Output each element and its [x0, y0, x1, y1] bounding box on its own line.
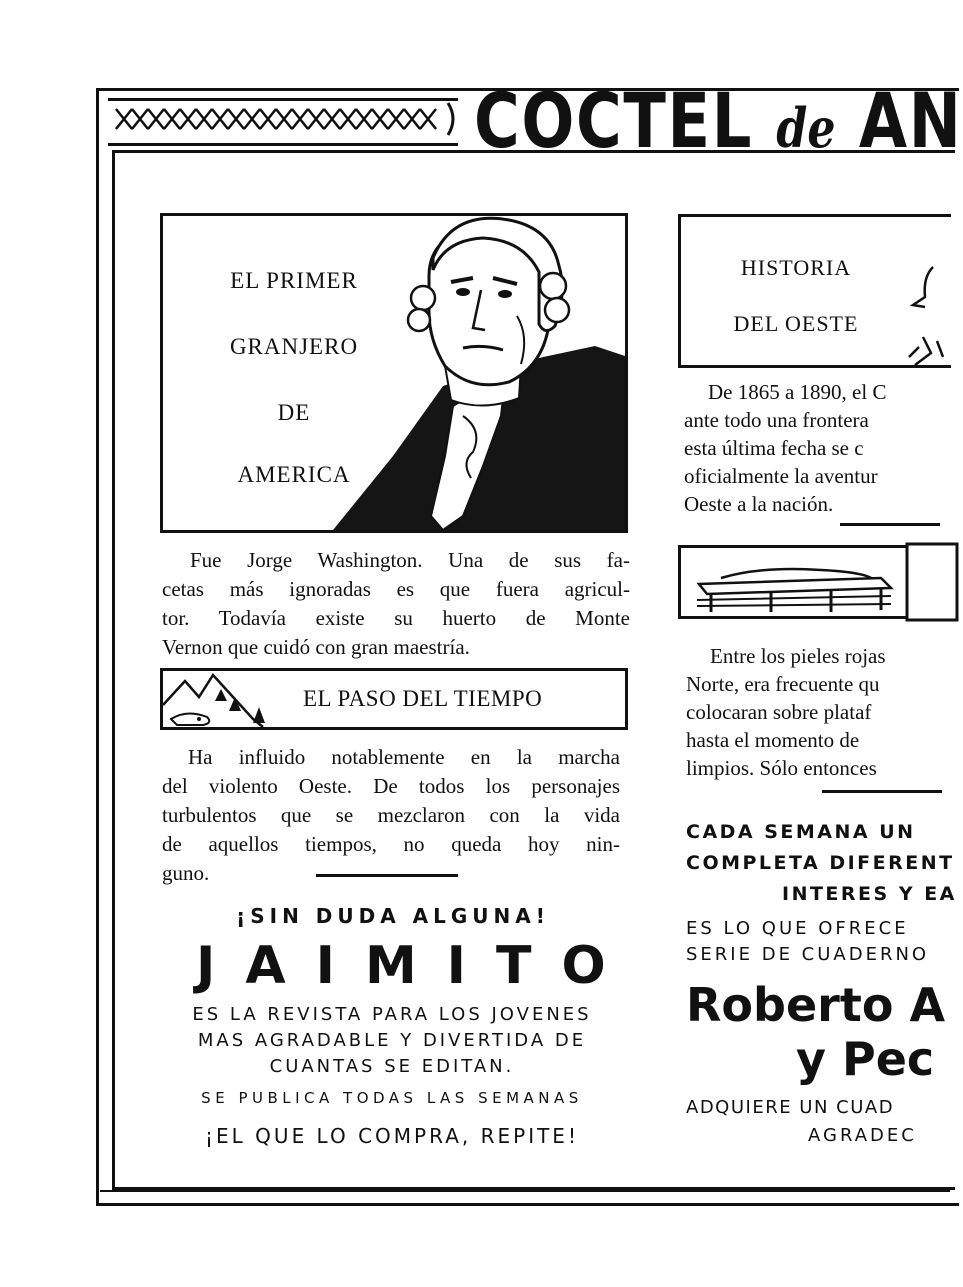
- ad-roberto-top: [686, 817, 957, 910]
- ad-roberto-line: ES LO QUE OFRECE: [686, 918, 909, 939]
- paso-del-tiempo-box: [160, 668, 628, 730]
- ad-roberto-title-line: y Pec: [796, 1032, 935, 1086]
- paragraph-line: guno.: [162, 861, 210, 885]
- paragraph-line: Fue Jorge Washington. Una de sus fa-: [190, 548, 630, 572]
- mountain-landscape-illustration: [163, 671, 283, 727]
- page-bottom-rule: [100, 1190, 950, 1192]
- paragraph-line: oficialmente la aventur: [684, 464, 878, 488]
- paragraph-line: Norte, era frecuente qu: [686, 672, 880, 696]
- paragraph-line: colocaran sobre plataf: [686, 700, 872, 724]
- title-main: COCTEL: [474, 76, 754, 165]
- title-connector: de: [776, 96, 836, 160]
- paragraph-line: Ha influido notablemente en la marcha: [188, 745, 620, 769]
- ad-roberto-line: AGRADEC: [808, 1125, 917, 1146]
- paragraph-line: tor. Todavía existe su huerto de Monte: [162, 606, 630, 630]
- title-end: AN: [858, 76, 963, 165]
- paragraph-line: cetas más ignoradas es que fuera agricul-: [162, 577, 630, 601]
- paragraph-line: limpios. Sólo entonces: [686, 756, 877, 780]
- paragraph-line: hasta el momento de: [686, 728, 860, 752]
- ad-roberto-line: COMPLETA DIFERENT: [686, 852, 955, 874]
- feature1-heading-line: DE: [277, 400, 311, 425]
- ad-jaimito-title: JAIMITO: [196, 936, 636, 996]
- paragraph-line: de aquellos tiempos, no queda hoy nin-: [162, 832, 620, 856]
- ad-roberto-title: [686, 978, 945, 1086]
- paragraph-line: De 1865 a 1890, el C: [708, 380, 887, 404]
- ad-description-line: MAS AGRADABLE Y DIVERTIDA DE: [197, 1030, 587, 1051]
- section-divider: [316, 874, 458, 877]
- paragraph-line: esta última fecha se c: [684, 436, 864, 460]
- paragraph-line: Vernon que cuidó con gran maestría.: [162, 635, 470, 659]
- paragraph-line: Entre los pieles rojas: [710, 644, 886, 668]
- decorative-chain-border: [108, 98, 458, 146]
- ad-description-line: ES LA REVISTA PARA LOS JOVENES: [192, 1004, 592, 1025]
- section-divider: [822, 790, 942, 793]
- ad-roberto-bottom: [686, 1094, 917, 1150]
- ad-slogan: ¡EL QUE LO COMPRA, REPITE!: [205, 1124, 579, 1148]
- ad-description: [160, 1002, 624, 1080]
- feature2-heading: EL PASO DEL TIEMPO: [303, 686, 543, 711]
- ad-roberto-line: CADA SEMANA UN: [686, 821, 916, 843]
- ad-exclaim: ¡SIN DUDA ALGUNA!: [236, 904, 550, 928]
- feature1-heading-line: AMERICA: [237, 462, 351, 487]
- ad-frequency: SE PUBLICA TODAS LAS SEMANAS: [201, 1089, 583, 1107]
- ad-roberto-line: SERIE DE CUADERNO: [686, 944, 930, 965]
- ad-roberto-line: INTERES Y EA: [782, 883, 957, 905]
- western-rider-illustration: [903, 247, 951, 365]
- feature1-heading-line: GRANJERO: [229, 334, 359, 359]
- washington-paragraph: [162, 546, 630, 662]
- feature1-heading-line: EL PRIMER: [230, 268, 358, 293]
- burial-platform-box: [678, 545, 951, 619]
- paragraph-line: ante todo una frontera: [684, 408, 869, 432]
- historia-oeste-paragraph: [684, 378, 886, 518]
- page-title: [474, 76, 963, 165]
- paragraph-line: Oeste a la nación.: [684, 492, 834, 516]
- pieles-rojas-paragraph: [686, 642, 886, 782]
- ad-description-line: CUANTAS SE EDITAN.: [269, 1056, 515, 1077]
- section-divider: [840, 523, 940, 526]
- paso-del-tiempo-paragraph: [162, 743, 620, 888]
- burial-platform-illustration: [681, 548, 951, 616]
- paragraph-line: del violento Oeste. De todos los personajes: [162, 774, 620, 798]
- ad-roberto-line: ADQUIERE UN CUAD: [686, 1097, 895, 1118]
- historia-oeste-box: [678, 214, 951, 368]
- ad-roberto-mid: [686, 916, 929, 968]
- paragraph-line: turbulentos que se mezclaron con la vida: [162, 803, 620, 827]
- feature3-heading-line: DEL OESTE: [733, 311, 859, 336]
- washington-portrait-illustration: [333, 216, 625, 530]
- ad-roberto-title-line: Roberto A: [686, 978, 946, 1032]
- washington-feature-box: [160, 213, 628, 533]
- feature3-heading-line: HISTORIA: [740, 255, 852, 280]
